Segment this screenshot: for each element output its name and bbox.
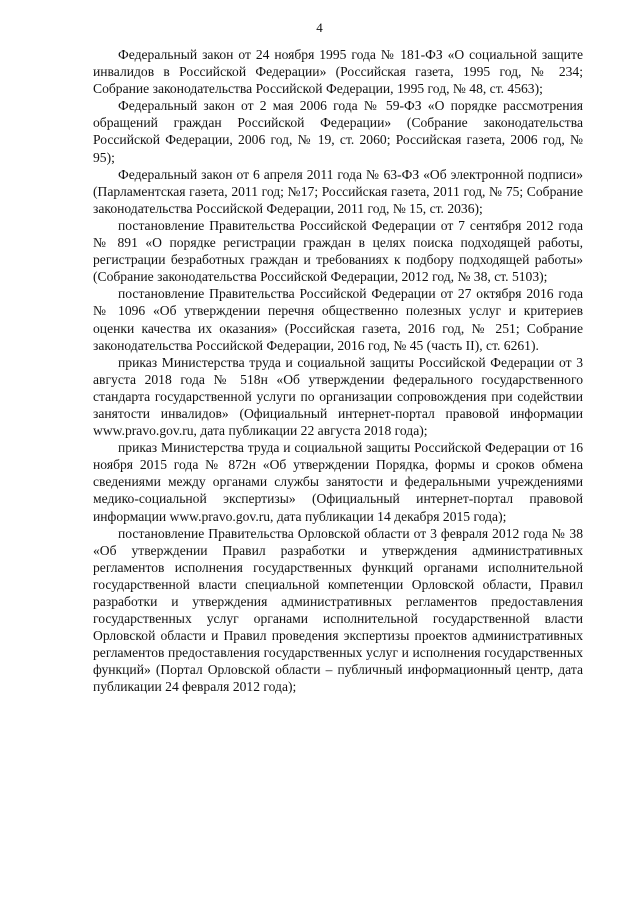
page-number: 4: [316, 20, 323, 35]
paragraph-law-63fz: Федеральный закон от 6 апреля 2011 года № 63-ФЗ «Об электронной подписи» (Парламентская газета, 2011 год; №17; Российская газета, 2011 год, № 75; Собрание законодательства Российской Федерации, 2011 год, № 15, ст. 2036);: [93, 166, 583, 216]
paragraph-order-518n: приказ Министерства труда и социальной защиты Российской Федерации от 3 августа 2018 года № 518н «Об утверждении федерального государственного стандарта государственной услуги по организации сопровождения при содействии занятости инвалидов» (Официальный интернет-портал правовой информации www.pravo.gov.ru, дата публикации 22 августа 2018 года);: [93, 354, 583, 439]
paragraph-law-181fz: Федеральный закон от 24 ноября 1995 года № 181-ФЗ «О социальной защите инвалидов в Российской Федерации» (Российская газета, 1995 год, № 234; Собрание законодательства Российской Федерации, 1995 год, № 48, ст. 4563);: [93, 47, 583, 97]
paragraph-law-59fz: Федеральный закон от 2 мая 2006 года № 59-ФЗ «О порядке рассмотрения обращений граждан Российской Федерации» (Собрание законодательства Российской Федерации, 2006 год, № 19, ст. 2060; Российская газета, 2006 год, № 95);: [93, 98, 583, 165]
paragraph-resolution-891: постановление Правительства Российской Федерации от 7 сентября 2012 года № 891 «О порядке регистрации граждан в целях поиска подходящей работы, регистрации безработных граждан и требованиях к подбору подходящей работы» (Собрание законодательства Российской Федерации, 2012 год, № 38, ст. 5103);: [93, 217, 583, 285]
page-body: [93, 46, 583, 696]
paragraph-oryol-resolution-38: постановление Правительства Орловской области от 3 февраля 2012 года № 38 «Об утверждении Правил разработки и утверждения административных регламентов исполнения государственных функций органами исполнительной государственной власти специальной компетенции Орловской области, Правил разработки и утверждения административных регламентов предоставления государственных услуг органами исполнительной государственной власти Орловской области и Правил проведения экспертизы проектов административных регламентов предоставления государственных услуг и исполнения государственных функций» (Портал Орловской области – публичный информационный центр, дата публикации 24 февраля 2012 года);: [93, 525, 583, 695]
paragraph-resolution-1096: постановление Правительства Российской Федерации от 27 октября 2016 года № 1096 «Об утверждении перечня общественно полезных услуг и критериев оценки качества их оказания» (Российская газета, 2016 год, № 251; Собрание законодательства Российской Федерации, 2016 год, № 45 (часть II), ст. 6261).: [93, 286, 583, 353]
paragraph-order-872n: приказ Министерства труда и социальной защиты Российской Федерации от 16 ноября 2015 года № 872н «Об утверждении Порядка, формы и сроков обмена сведениями между органами службы занятости и федеральными учреждениями медико-социальной экспертизы» (Официальный интернет-портал правовой информации www.pravo.gov.ru, дата публикации 14 декабря 2015 года);: [93, 440, 583, 524]
